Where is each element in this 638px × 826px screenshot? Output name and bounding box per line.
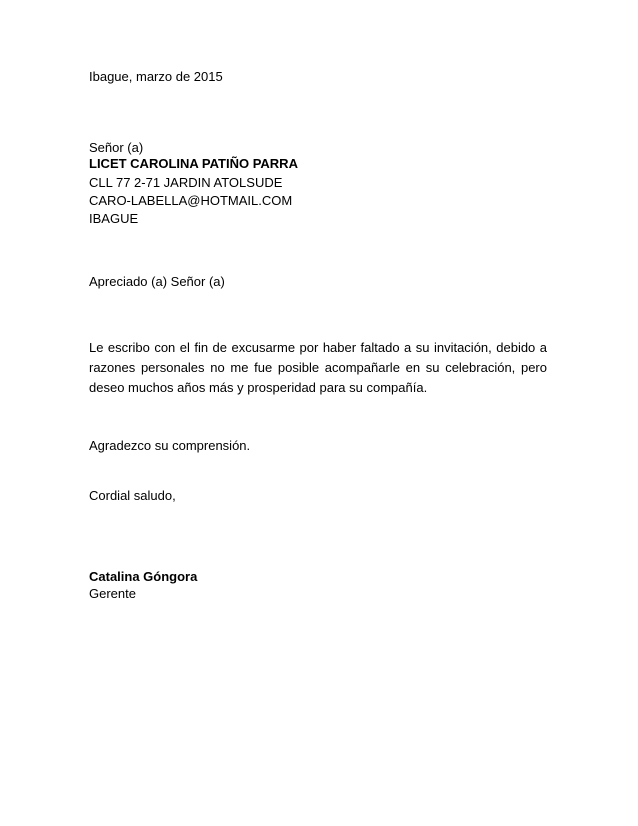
recipient-city: IBAGUE: [89, 211, 139, 226]
recipient-address: CLL 77 2-71 JARDIN ATOLSUDE: [89, 175, 283, 190]
body-paragraph: [89, 338, 547, 398]
body-line-3: deseo muchos años más y prosperidad para su compañía.: [89, 380, 428, 395]
recipient-email: CARO-LABELLA@HOTMAIL.COM: [89, 193, 293, 208]
signature-role: Gerente: [89, 586, 136, 601]
signature-name: Catalina Góngora: [89, 569, 198, 584]
recipient-title: Señor (a): [89, 140, 144, 155]
greeting: Apreciado (a) Señor (a): [89, 274, 225, 289]
thanks-line: Agradezco su comprensión.: [89, 438, 251, 453]
closing-line: Cordial saludo,: [89, 488, 176, 503]
body-line-1: Le escribo con el fin de excusarme por haber faltado a su invitación, debido a: [89, 340, 547, 355]
body-line-2: razones personales no me fue posible acompañarle en su celebración, pero: [89, 360, 547, 375]
recipient-name: LICET CAROLINA PATIÑO PARRA: [89, 156, 298, 171]
date-line: Ibague, marzo de 2015: [89, 69, 223, 84]
